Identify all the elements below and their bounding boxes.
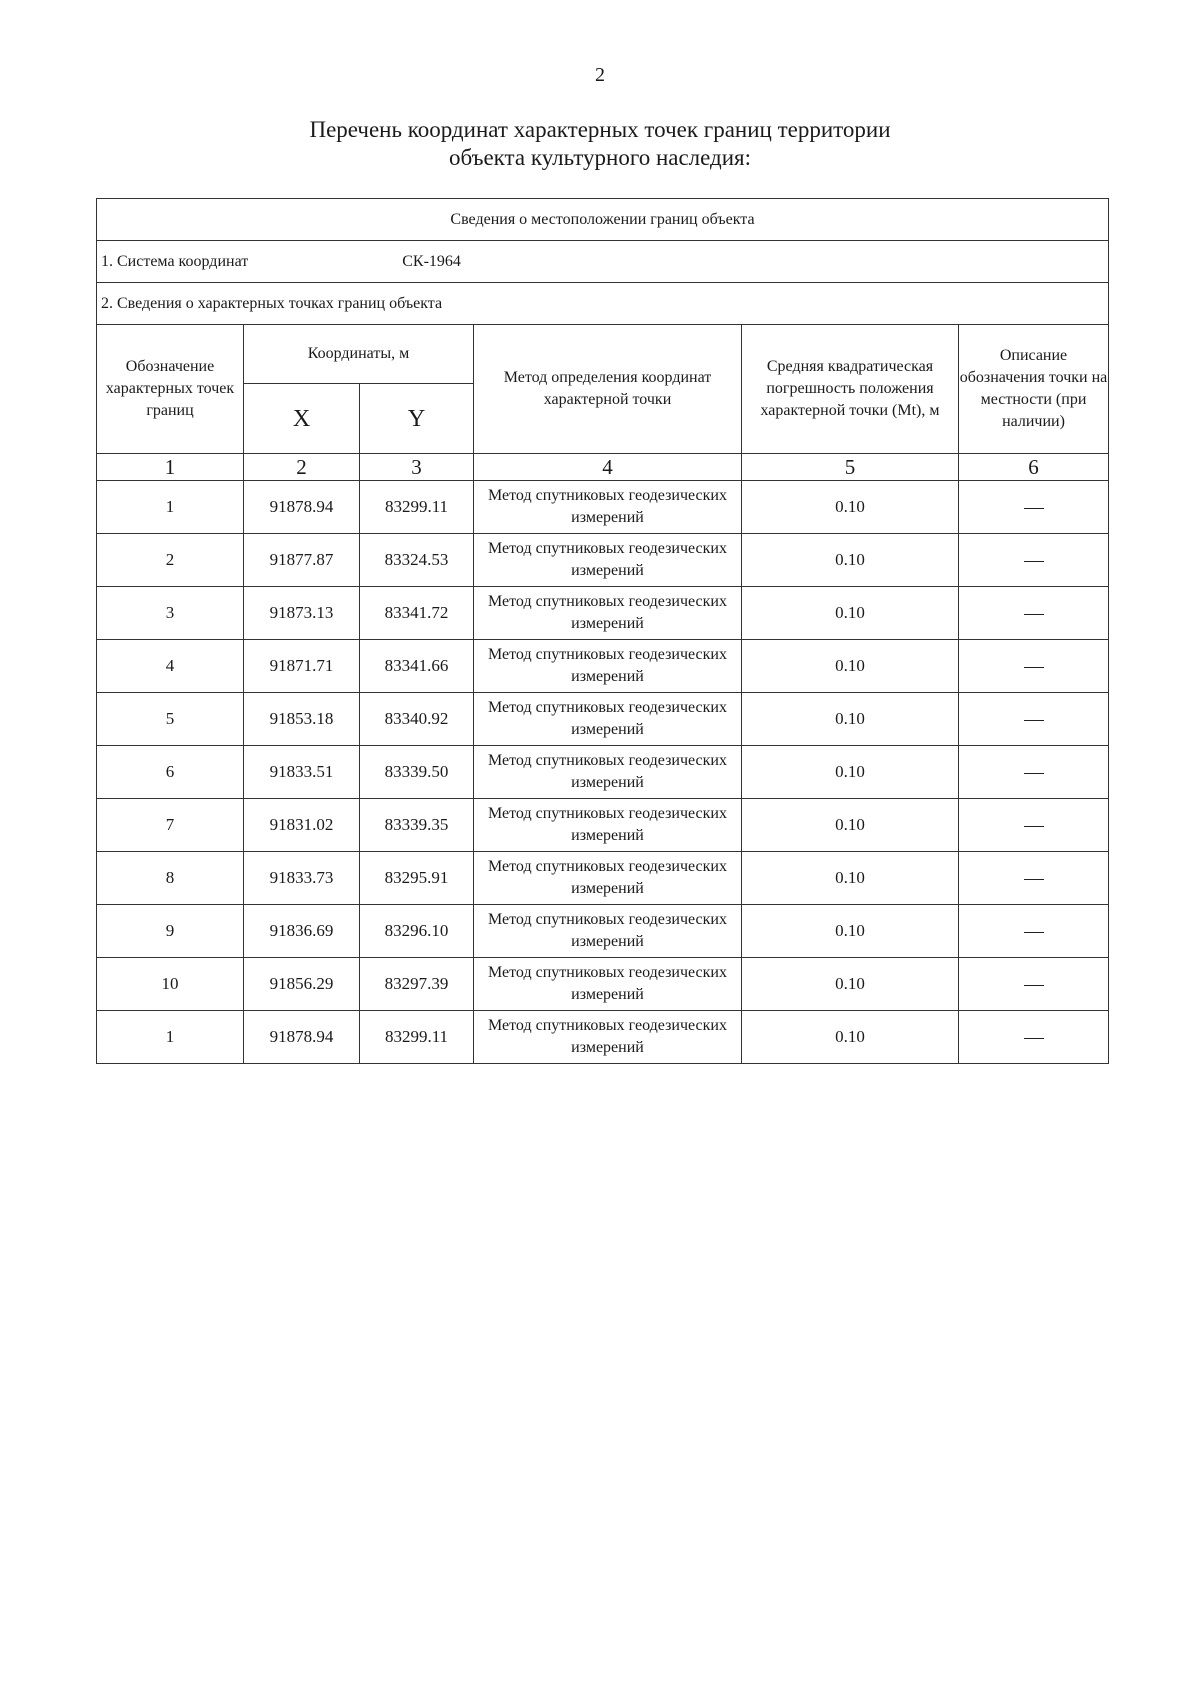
y-cell: 83297.39 <box>360 958 474 1011</box>
point-cell: 7 <box>97 799 244 852</box>
method-cell: Метод спутниковых геодезических измерений <box>474 852 742 905</box>
description-cell <box>959 587 1109 640</box>
point-cell: 8 <box>97 852 244 905</box>
x-cell: 91878.94 <box>244 1011 360 1064</box>
x-cell: 91873.13 <box>244 587 360 640</box>
description-cell <box>959 799 1109 852</box>
table-row <box>97 905 1109 958</box>
dash-mark <box>1024 614 1044 615</box>
x-cell: 91856.29 <box>244 958 360 1011</box>
title-line-1: Перечень координат характерных точек границ территории <box>309 117 891 142</box>
y-cell: 83341.72 <box>360 587 474 640</box>
table-row <box>97 693 1109 746</box>
y-cell: 83340.92 <box>360 693 474 746</box>
dash-mark <box>1024 508 1044 509</box>
x-cell: 91833.51 <box>244 746 360 799</box>
table-row <box>97 534 1109 587</box>
y-cell: 83324.53 <box>360 534 474 587</box>
description-cell <box>959 534 1109 587</box>
method-cell: Метод спутниковых геодезических измерений <box>474 958 742 1011</box>
coord-system-value: СК-1964 <box>402 252 461 270</box>
x-cell: 91871.71 <box>244 640 360 693</box>
mt-cell: 0.10 <box>742 693 959 746</box>
page-number: 2 <box>595 64 605 86</box>
header-error: Средняя квадратическая погрешность положения характерной точки (Mt), м <box>742 325 959 454</box>
column-number: 6 <box>959 454 1109 481</box>
y-cell: 83339.35 <box>360 799 474 852</box>
dash-mark <box>1024 720 1044 721</box>
method-cell: Метод спутниковых геодезических измерений <box>474 534 742 587</box>
table-row <box>97 799 1109 852</box>
column-number: 2 <box>244 454 360 481</box>
table-row <box>97 746 1109 799</box>
table-row <box>97 587 1109 640</box>
header-y: Y <box>360 384 474 454</box>
mt-cell: 0.10 <box>742 1011 959 1064</box>
description-cell <box>959 852 1109 905</box>
coord-system-label: 1. Система координат <box>101 252 249 270</box>
method-cell: Метод спутниковых геодезических измерений <box>474 746 742 799</box>
point-cell: 5 <box>97 693 244 746</box>
method-cell: Метод спутниковых геодезических измерений <box>474 799 742 852</box>
dash-mark <box>1024 1038 1044 1039</box>
y-cell: 83299.11 <box>360 481 474 534</box>
dash-mark <box>1024 879 1044 880</box>
header-x: X <box>244 384 360 454</box>
x-cell: 91831.02 <box>244 799 360 852</box>
method-cell: Метод спутниковых геодезических измерений <box>474 640 742 693</box>
document-title <box>0 116 1200 172</box>
y-cell: 83295.91 <box>360 852 474 905</box>
column-number: 4 <box>474 454 742 481</box>
method-cell: Метод спутниковых геодезических измерений <box>474 905 742 958</box>
description-cell <box>959 905 1109 958</box>
dash-mark <box>1024 667 1044 668</box>
point-cell: 1 <box>97 481 244 534</box>
mt-cell: 0.10 <box>742 534 959 587</box>
x-cell: 91877.87 <box>244 534 360 587</box>
title-line-2: объекта культурного наследия: <box>448 145 752 170</box>
y-cell: 83341.66 <box>360 640 474 693</box>
dash-mark <box>1024 932 1044 933</box>
column-number: 1 <box>97 454 244 481</box>
point-cell: 2 <box>97 534 244 587</box>
table-row <box>97 640 1109 693</box>
points-section-header: 2. Сведения о характерных точках границ объекта <box>97 283 1109 325</box>
header-method: Метод определения координат характерной точки <box>474 325 742 454</box>
mt-cell: 0.10 <box>742 481 959 534</box>
mt-cell: 0.10 <box>742 852 959 905</box>
table-row <box>97 852 1109 905</box>
column-number-row <box>97 454 1109 481</box>
dash-mark <box>1024 826 1044 827</box>
method-cell: Метод спутниковых геодезических измерений <box>474 693 742 746</box>
x-cell: 91836.69 <box>244 905 360 958</box>
method-cell: Метод спутниковых геодезических измерений <box>474 1011 742 1064</box>
description-cell <box>959 693 1109 746</box>
table-row <box>97 481 1109 534</box>
point-cell: 10 <box>97 958 244 1011</box>
coord-system-row <box>97 241 1109 283</box>
y-cell: 83296.10 <box>360 905 474 958</box>
table-row <box>97 1011 1109 1064</box>
description-cell <box>959 1011 1109 1064</box>
mt-cell: 0.10 <box>742 799 959 852</box>
column-number: 3 <box>360 454 474 481</box>
description-cell <box>959 958 1109 1011</box>
mt-cell: 0.10 <box>742 746 959 799</box>
dash-mark <box>1024 985 1044 986</box>
point-cell: 3 <box>97 587 244 640</box>
header-designation: Обозначение характерных точек границ <box>97 325 244 454</box>
dash-mark <box>1024 773 1044 774</box>
table-row <box>97 958 1109 1011</box>
header-coordinates: Координаты, м <box>244 325 474 384</box>
point-cell: 6 <box>97 746 244 799</box>
mt-cell: 0.10 <box>742 587 959 640</box>
description-cell <box>959 746 1109 799</box>
column-number: 5 <box>742 454 959 481</box>
coordinates-table <box>96 198 1109 1064</box>
header-description: Описание обозначения точки на местности (при наличии) <box>959 325 1109 454</box>
description-cell <box>959 481 1109 534</box>
mt-cell: 0.10 <box>742 958 959 1011</box>
mt-cell: 0.10 <box>742 905 959 958</box>
y-cell: 83339.50 <box>360 746 474 799</box>
x-cell: 91853.18 <box>244 693 360 746</box>
description-cell <box>959 640 1109 693</box>
dash-mark <box>1024 561 1044 562</box>
point-cell: 1 <box>97 1011 244 1064</box>
point-cell: 9 <box>97 905 244 958</box>
method-cell: Метод спутниковых геодезических измерений <box>474 481 742 534</box>
point-cell: 4 <box>97 640 244 693</box>
x-cell: 91878.94 <box>244 481 360 534</box>
section-header: Сведения о местоположении границ объекта <box>97 199 1109 241</box>
method-cell: Метод спутниковых геодезических измерений <box>474 587 742 640</box>
x-cell: 91833.73 <box>244 852 360 905</box>
y-cell: 83299.11 <box>360 1011 474 1064</box>
mt-cell: 0.10 <box>742 640 959 693</box>
